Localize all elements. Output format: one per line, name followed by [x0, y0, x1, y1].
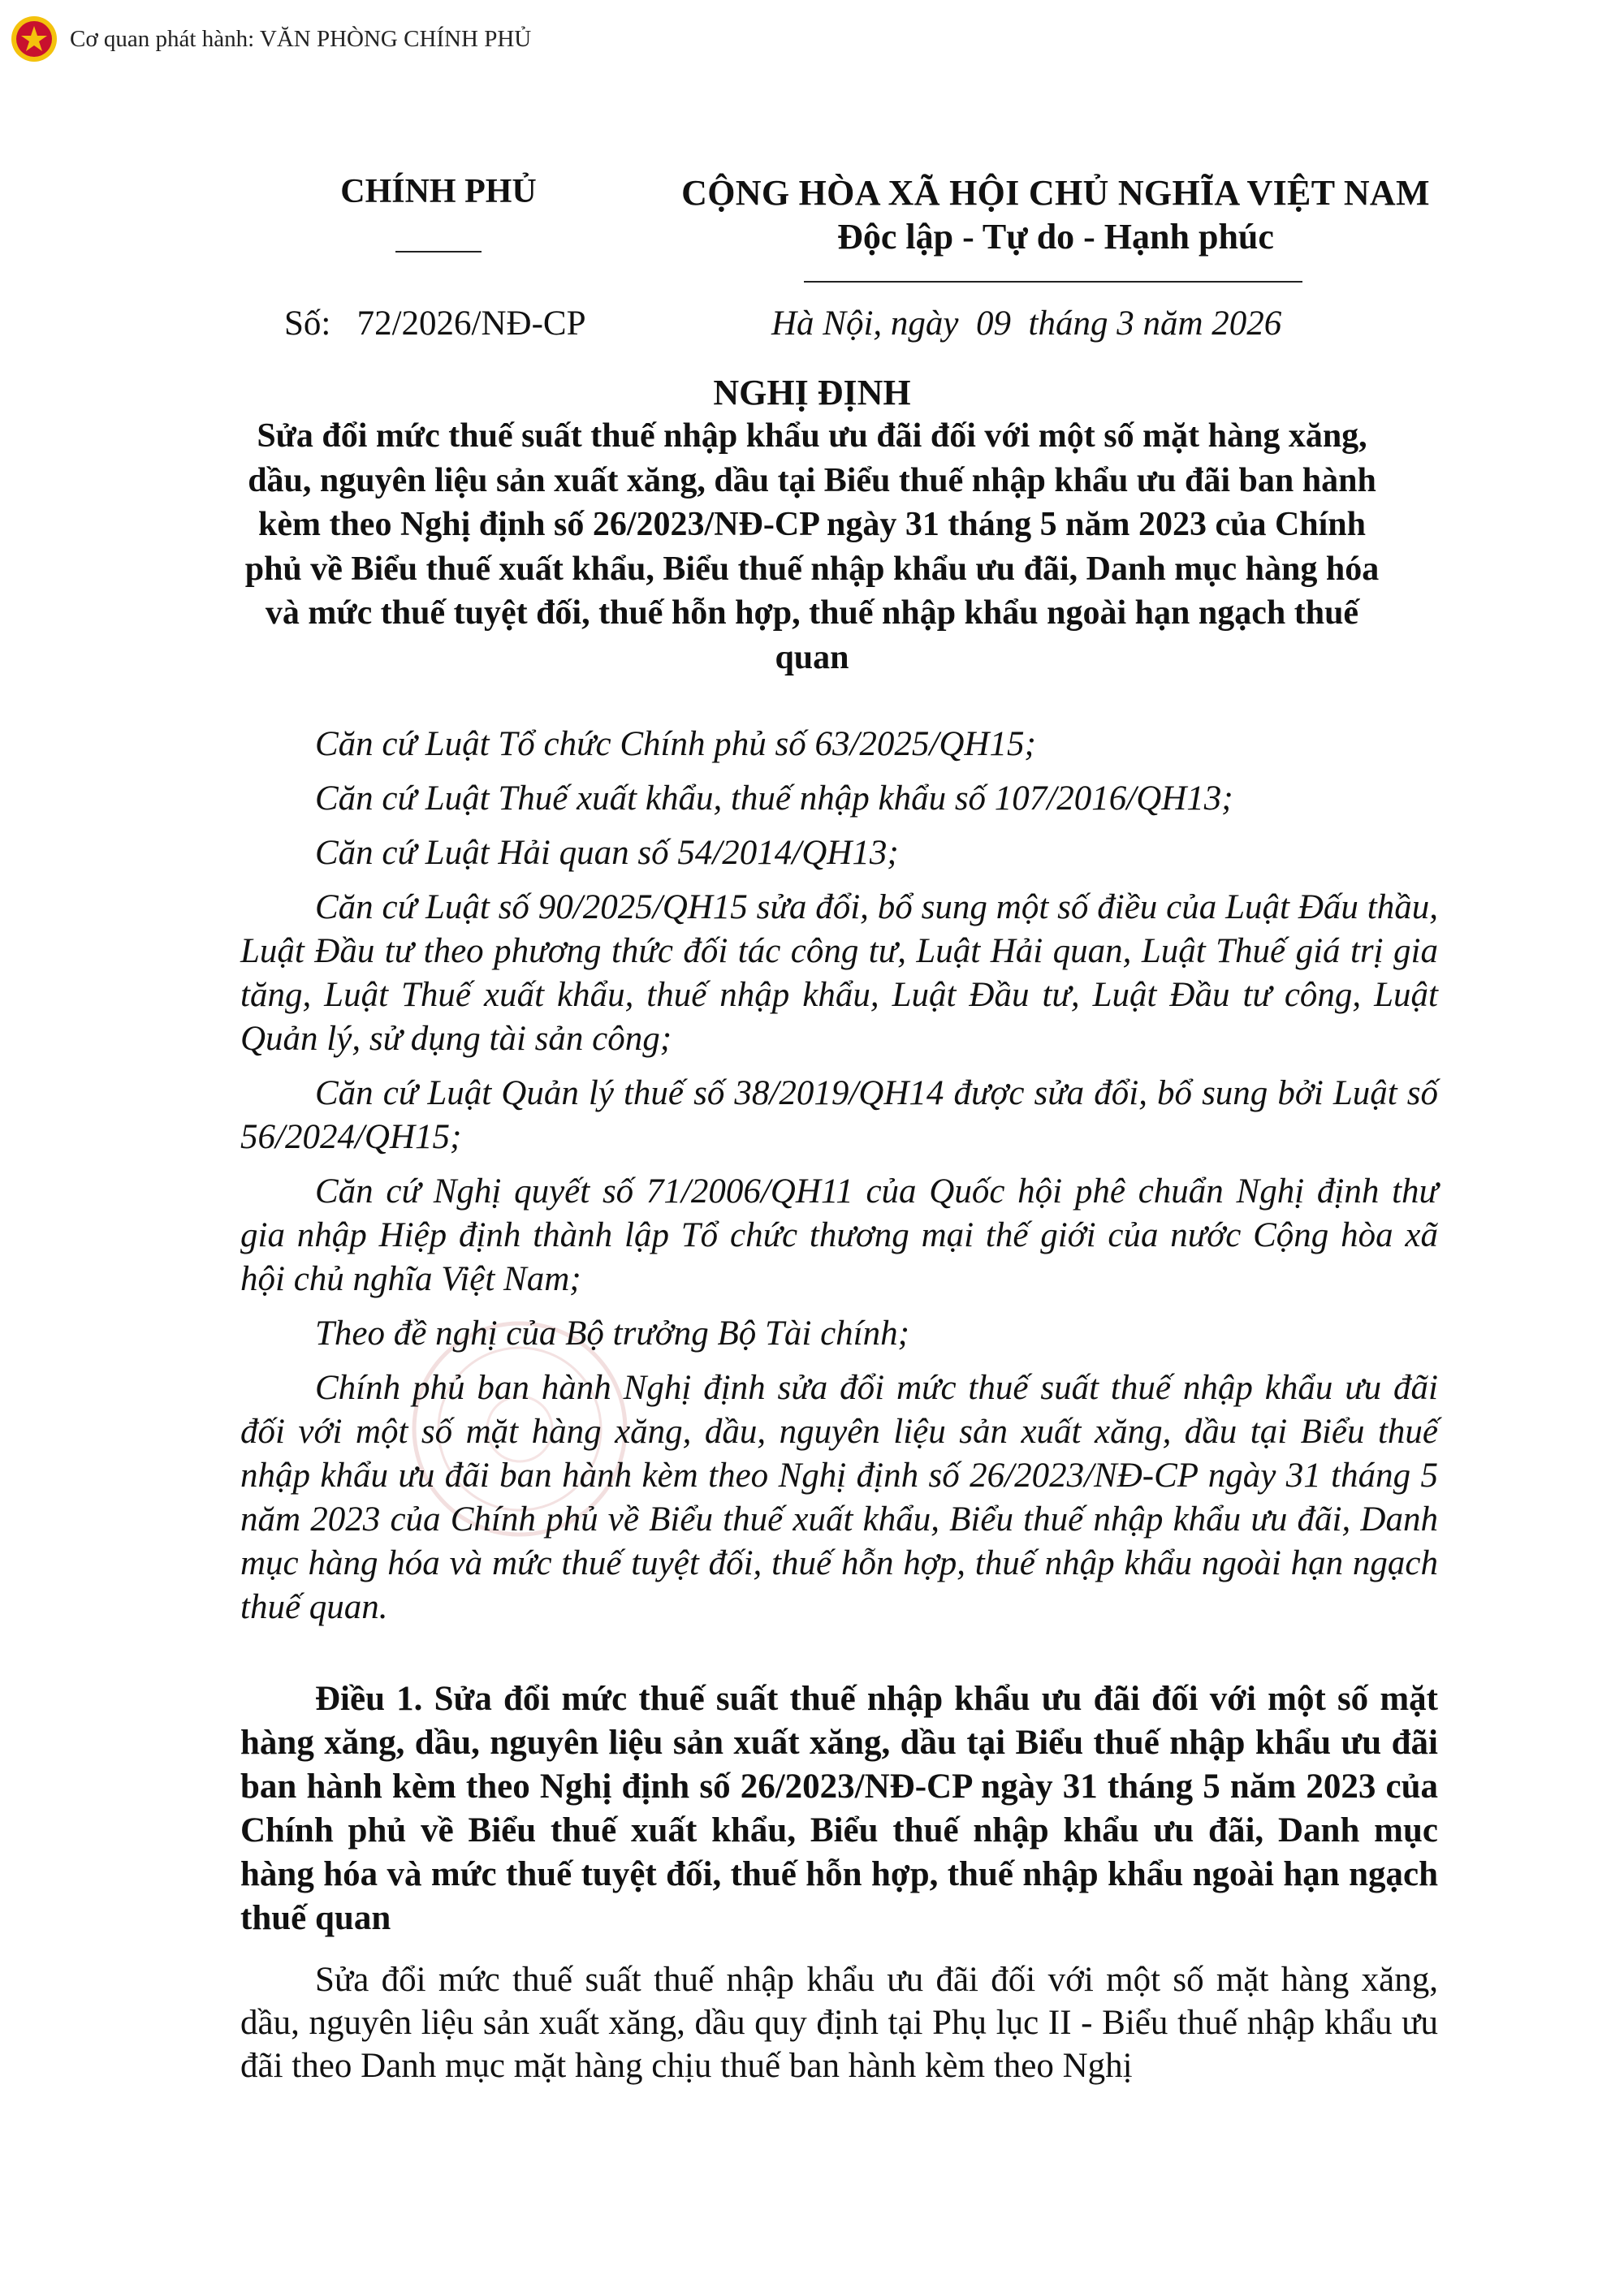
basis-item: Căn cứ Luật Hải quan số 54/2014/QH13;: [315, 834, 899, 872]
place-and-date: Hà Nội, ngày 09 tháng 3 năm 2026: [771, 304, 1282, 343]
enactment-clause: Chính phủ ban hành Nghị định sửa đổi mức thuế suất thuế nhập khẩu ưu đãi đối với một số mặt hàng xăng, dầu, nguyên liệu sản xuất xăng, dầu tại Biểu thuế nhập khẩu ưu đãi ban hành kèm theo Nghị định số 26/2023/NĐ-CP ngày 31 tháng 5 năm 2023 của Chính phủ về Biểu thuế xuất khẩu, Biểu thuế nhập khẩu ưu đãi, Danh mục hàng hóa và mức thuế tuyệt đối, thuế hỗn hợp, thuế nhập khẩu ngoài hạn ngạch thuế quan.: [240, 1369, 1438, 1626]
article-1-heading: Điều 1. Sửa đổi mức thuế suất thuế nhập khẩu ưu đãi đối với một số mặt hàng xăng, dầu, nguyên liệu sản xuất xăng, dầu tại Biểu thuế nhập khẩu ưu đãi ban hành kèm theo Nghị định số 26/2023/NĐ-CP ngày 31 tháng 5 năm 2023 của Chính phủ về Biểu thuế xuất khẩu, Biểu thuế nhập khẩu ưu đãi, Danh mục hàng hóa và mức thuế tuyệt đối, thuế hỗn hợp, thuế nhập khẩu ngoài hạn ngạch thuế quan: [240, 1680, 1438, 1937]
national-motto: Độc lập - Tự do - Hạnh phúc: [837, 217, 1274, 257]
issuer-underline: [395, 251, 482, 253]
publisher-label: Cơ quan phát hành: VĂN PHÒNG CHÍNH PHỦ: [70, 25, 532, 52]
national-title: CỘNG HÒA XÃ HỘI CHỦ NGHĨA VIỆT NAM: [681, 173, 1430, 213]
basis-item: Căn cứ Luật Tổ chức Chính phủ số 63/2025/QH15;: [315, 725, 1036, 763]
legal-basis: [240, 723, 1438, 1640]
document-summary: Sửa đổi mức thuế suất thuế nhập khẩu ưu đãi đối với một số mặt hàng xăng, dầu, nguyên liệu sản xuất xăng, dầu tại Biểu thuế nhập khẩu ưu đãi ban hành kèm theo Nghị định số 26/2023/NĐ-CP ngày 31 tháng 5 năm 2023 của Chính phủ về Biểu thuế xuất khẩu, Biểu thuế nhập khẩu ưu đãi, Danh mục hàng hóa và mức thuế tuyệt đối, thuế hỗn hợp, thuế nhập khẩu ngoài hạn ngạch thuế quan: [244, 417, 1380, 676]
publisher-bar: [10, 15, 531, 63]
basis-item: Căn cứ Luật Quản lý thuế số 38/2019/QH14 được sửa đổi, bổ sung bởi Luật số 56/2024/QH15;: [240, 1074, 1438, 1156]
document-number: Số: 72/2026/NĐ-CP: [284, 304, 586, 343]
basis-item: Căn cứ Luật số 90/2025/QH15 sửa đổi, bổ sung một số điều của Luật Đấu thầu, Luật Đầu tư theo phương thức đối tác công tư, Luật Hải quan, Luật Thuế giá trị gia tăng, Luật Thuế xuất khẩu, thuế nhập khẩu, Luật Đầu tư, Luật Đầu tư công, Luật Quản lý, sử dụng tài sản công;: [240, 888, 1438, 1058]
basis-item: Căn cứ Nghị quyết số 71/2006/QH11 của Quốc hội phê chuẩn Nghị định thư gia nhập Hiệp định thành lập Tổ chức thương mại thế giới của nước Cộng hòa xã hội chủ nghĩa Việt Nam;: [240, 1172, 1438, 1298]
motto-underline: [804, 281, 1302, 283]
basis-item: Căn cứ Luật Thuế xuất khẩu, thuế nhập khẩu số 107/2016/QH13;: [315, 779, 1233, 818]
document-type: NGHỊ ĐỊNH: [713, 373, 911, 412]
article-1-content: Sửa đổi mức thuế suất thuế nhập khẩu ưu đãi đối với một số mặt hàng xăng, dầu, nguyên liệu sản xuất xăng, dầu quy định tại Phụ lục II - Biểu thuế nhập khẩu ưu đãi theo Danh mục mặt hàng chịu thuế ban hành kèm theo Nghị: [240, 1961, 1438, 2085]
basis-item: Theo đề nghị của Bộ trưởng Bộ Tài chính;: [315, 1314, 909, 1353]
issuer-name: CHÍNH PHỦ: [340, 173, 537, 210]
national-emblem-icon: [10, 15, 58, 63]
